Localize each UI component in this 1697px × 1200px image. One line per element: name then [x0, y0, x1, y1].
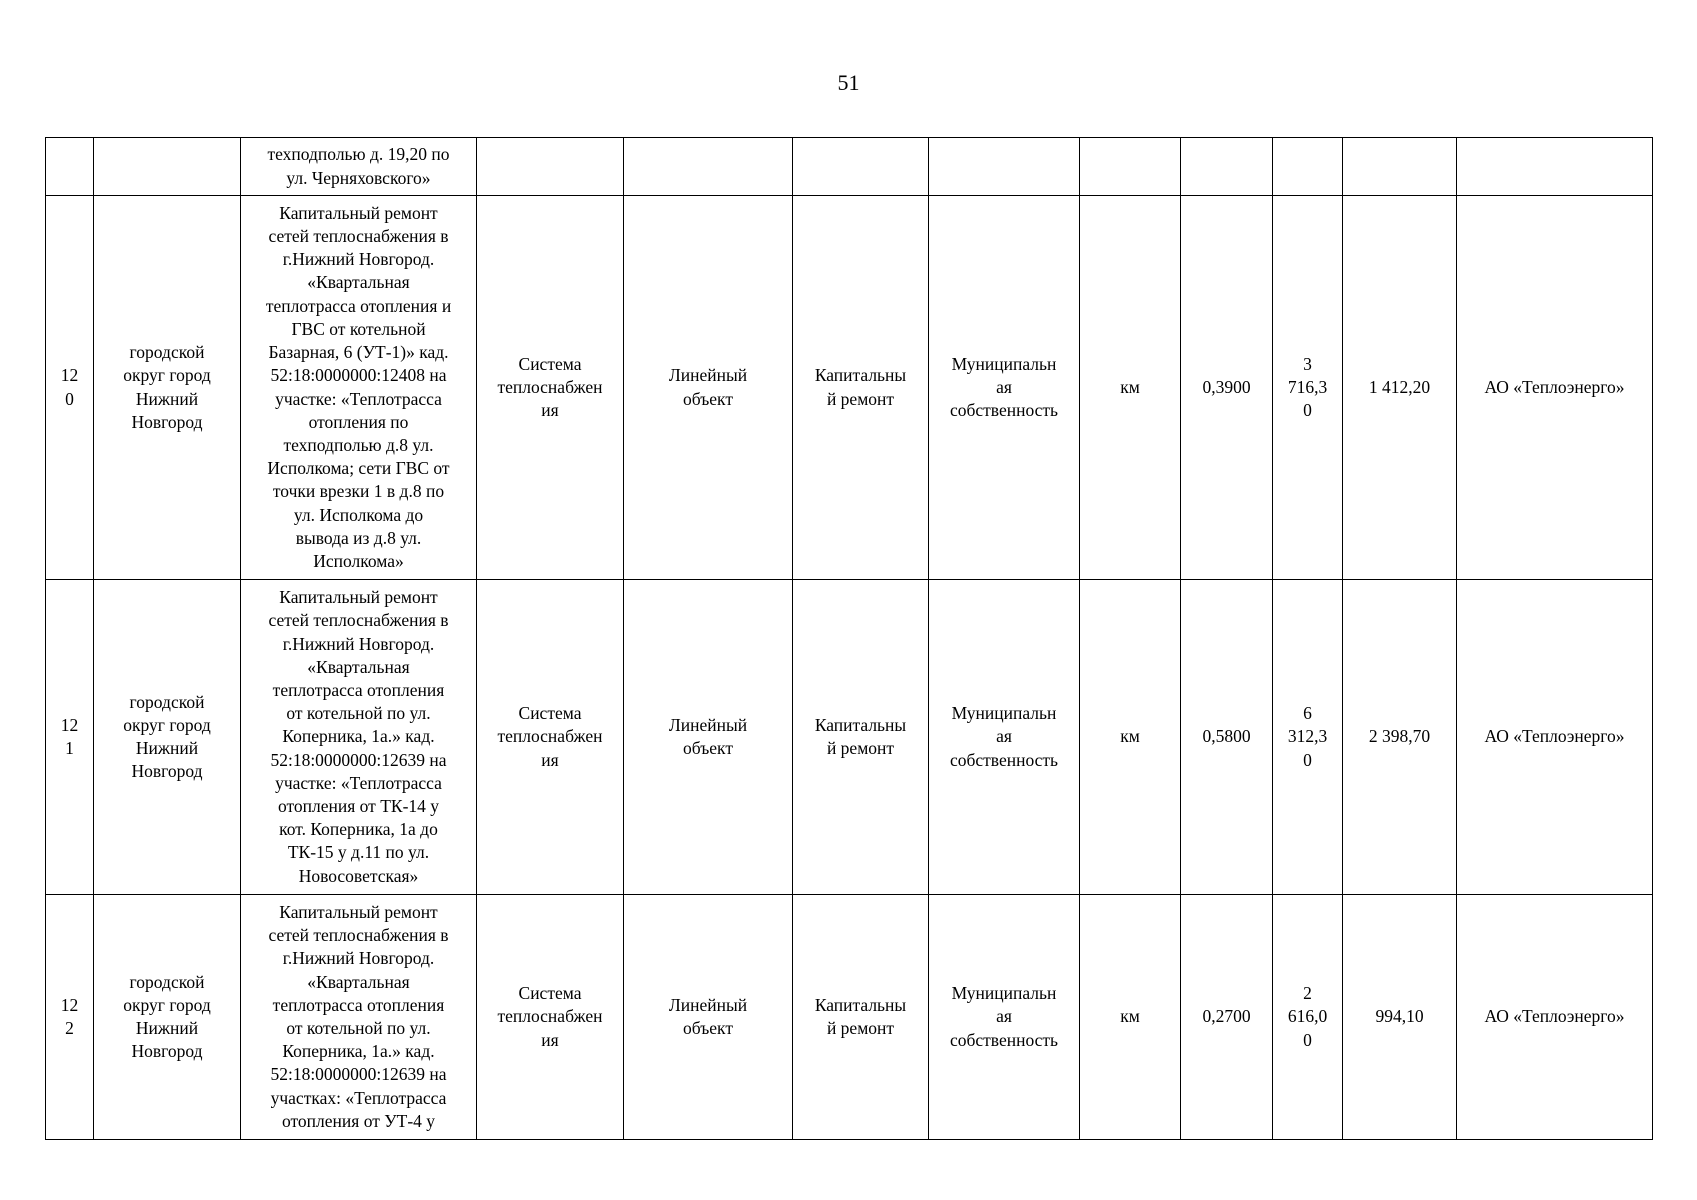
ownership-cell: [929, 138, 1080, 196]
organization-cell: АО «Теплоэнерго»: [1457, 580, 1653, 895]
description-cell: Капитальный ремонт сетей теплоснабжения в г.Нижний Новгород. «Квартальная теплотрасса отопления от котельной по ул. Коперника, 1а.» кад. 52:18:0000000:12639 на участках: «Теплотрасса отопления от УТ-4 у: [241, 895, 477, 1140]
municipality-cell: городской округ город Нижний Новгород: [94, 196, 241, 580]
work-type-cell: Капитальны й ремонт: [793, 580, 929, 895]
municipality-cell: городской округ город Нижний Новгород: [94, 580, 241, 895]
row-number-cell: 12 1: [46, 580, 94, 895]
municipality-cell: городской округ город Нижний Новгород: [94, 895, 241, 1140]
table-row: [46, 196, 1653, 580]
description-cell: Капитальный ремонт сетей теплоснабжения в г.Нижний Новгород. «Квартальная теплотрасса отопления и ГВС от котельной Базарная, 6 (УТ-1)» кад. 52:18:0000000:12408 на участке: «Теплотрасса отопления по техподполью д.8 ул. Исполкома; сети ГВС от точки врезки 1 в д.8 по ул. Исполкома до вывода из д.8 ул. Исполкома»: [241, 196, 477, 580]
organization-cell: АО «Теплоэнерго»: [1457, 895, 1653, 1140]
unit-cost-cell: 3 716,3 0: [1273, 196, 1343, 580]
unit-cell: [1080, 138, 1181, 196]
table-row: [46, 138, 1653, 196]
system-cell: [477, 138, 624, 196]
description-cell: Капитальный ремонт сетей теплоснабжения в г.Нижний Новгород. «Квартальная теплотрасса отопления от котельной по ул. Коперника, 1а.» кад. 52:18:0000000:12639 на участке: «Теплотрасса отопления от ТК-14 у кот. Коперника, 1а до ТК-15 у д.11 по ул. Новосоветская»: [241, 580, 477, 895]
quantity-cell: 0,2700: [1181, 895, 1273, 1140]
ownership-cell: Муниципальн ая собственность: [929, 196, 1080, 580]
municipality-cell: [94, 138, 241, 196]
unit-cell: км: [1080, 580, 1181, 895]
ownership-cell: Муниципальн ая собственность: [929, 895, 1080, 1140]
organization-cell: [1457, 138, 1653, 196]
object-type-cell: Линейный объект: [624, 580, 793, 895]
table-row: [46, 580, 1653, 895]
object-type-cell: Линейный объект: [624, 196, 793, 580]
row-number-cell: 12 0: [46, 196, 94, 580]
unit-cost-cell: [1273, 138, 1343, 196]
row-number-cell: 12 2: [46, 895, 94, 1140]
table-row: [46, 895, 1653, 1140]
object-type-cell: [624, 138, 793, 196]
total-cell: 2 398,70: [1343, 580, 1457, 895]
unit-cell: км: [1080, 196, 1181, 580]
work-type-cell: Капитальны й ремонт: [793, 895, 929, 1140]
quantity-cell: 0,5800: [1181, 580, 1273, 895]
works-table: [45, 137, 1653, 1140]
unit-cell: км: [1080, 895, 1181, 1140]
system-cell: Система теплоснабжен ия: [477, 895, 624, 1140]
total-cell: [1343, 138, 1457, 196]
object-type-cell: Линейный объект: [624, 895, 793, 1140]
unit-cost-cell: 2 616,0 0: [1273, 895, 1343, 1140]
ownership-cell: Муниципальн ая собственность: [929, 580, 1080, 895]
organization-cell: АО «Теплоэнерго»: [1457, 196, 1653, 580]
system-cell: Система теплоснабжен ия: [477, 580, 624, 895]
total-cell: 994,10: [1343, 895, 1457, 1140]
total-cell: 1 412,20: [1343, 196, 1457, 580]
quantity-cell: 0,3900: [1181, 196, 1273, 580]
page-number: 51: [837, 70, 860, 95]
quantity-cell: [1181, 138, 1273, 196]
system-cell: Система теплоснабжен ия: [477, 196, 624, 580]
work-type-cell: Капитальны й ремонт: [793, 196, 929, 580]
row-number-cell: [46, 138, 94, 196]
work-type-cell: [793, 138, 929, 196]
description-cell: техподполью д. 19,20 по ул. Черняховского»: [241, 138, 477, 196]
unit-cost-cell: 6 312,3 0: [1273, 580, 1343, 895]
